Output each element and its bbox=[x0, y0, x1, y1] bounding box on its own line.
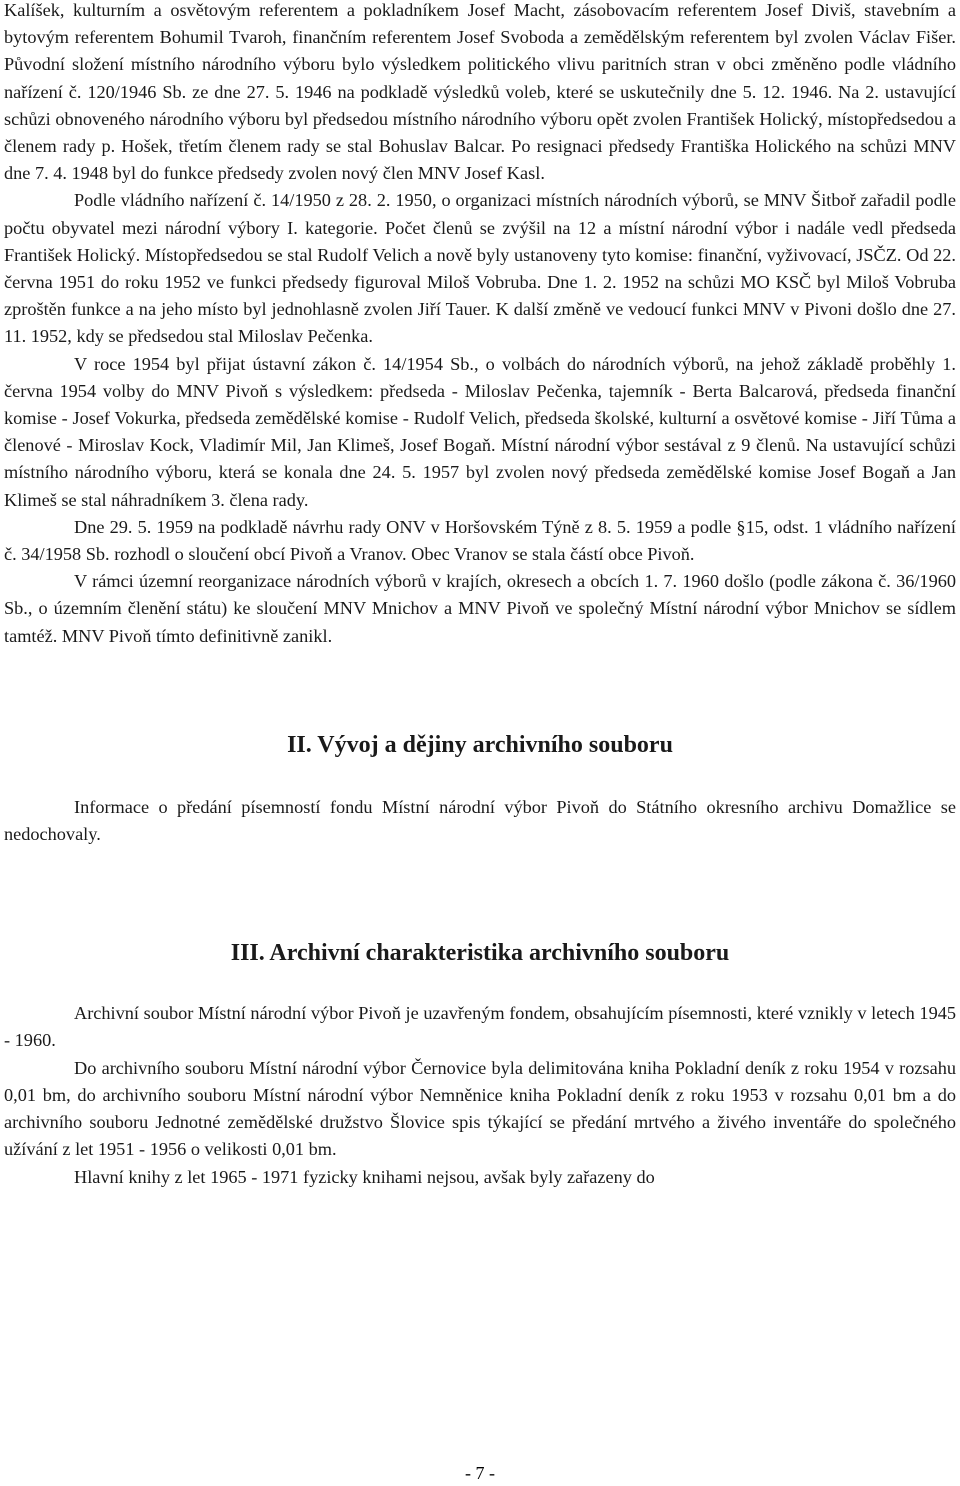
body-paragraph: Dne 29. 5. 1959 na podkladě návrhu rady ONV v Horšovském Týně z 8. 5. 1959 a podle §15, odst. 1 vládního nařízení č. 34/1958 Sb. rozhodl o sloučení obcí Pivoň a Vranov. Obec Vranov se stala částí obce Pivoň. bbox=[4, 516, 956, 565]
body-paragraph: Kalíšek, kulturním a osvětovým referentem a pokladníkem Josef Macht, zásobovacím referentem Josef Diviš, stavebním a bytovým referentem Bohumil Tvaroh, finančním referentem Josef Svoboda a zemědělským referentem byl zvolen Václav Fišer. Původní složení místního národního výboru bylo výsledkem politického vlivu paritních stran v obci změněno podle vládního nařízení č. 120/1946 Sb. ze dne 27. 5. 1946 na podkladě výsledků voleb, které se uskutečnily dne 5. 12. 1946. Na 2. ustavující schůzi obnoveného národního výboru byl předsedou místního národního výboru opět zvolen František Holický, místopředsedou a členem rady p. Hošek, třetím členem rady se stal Bohuslav Balcar. Po resignaci předsedy Františka Holického na schůzi MNV dne 7. 4. 1948 byl do funkce předsedy zvolen nový člen MNV Josef Kasl. bbox=[4, 0, 956, 184]
page-number: - 7 - bbox=[465, 1463, 495, 1483]
body-paragraph: Podle vládního nařízení č. 14/1950 z 28. 2. 1950, o organizaci místních národních výborů, se MNV Šitboř zařadil podle počtu obyvatel mezi národní výbory I. kategorie. Počet členů se zvýšil na 12 a místní národní výbor i nadále vedl předseda František Holický. Místopředsedou se stal Rudolf Velich a nově byly ustanoveny tyto komise: finanční, vyživovací, JSČZ. Od 22. června 1951 do roku 1952 ve funkci předsedy figuroval Miloš Vobruba. Dne 1. 2. 1952 na schůzi MO KSČ byl Miloš Vobruba zproštěn funkce a na jeho místo byl jednohlasně zvolen Jiří Tauer. K další změně ve vedoucí funkci MNV v Pivoni došlo dne 27. 11. 1952, kdy se předsedou stal Miloslav Pečenka. bbox=[4, 190, 956, 347]
body-paragraph: Hlavní knihy z let 1965 - 1971 fyzicky knihami nejsou, avšak byly zařazeny do bbox=[74, 1166, 655, 1187]
body-paragraph: Informace o předání písemností fondu Místní národní výbor Pivoň do Státního okresního archivu Domažlice se nedochovaly. bbox=[4, 796, 956, 845]
section-heading: III. Archivní charakteristika archivního souboru bbox=[230, 940, 730, 967]
body-paragraph: Do archivního souboru Místní národní výbor Černovice byla delimitována kniha Pokladní deník z roku 1954 v rozsahu 0,01 bm, do archivního souboru Místní národní výbor Nemněnice kniha Pokladní deník z roku 1953 v rozsahu 0,01 bm a do archivního souboru Jednotné zemědělské družstvo Šlovice spis týkající se předání mrtvého a živého inventáře do společného užívání z let 1951 - 1956 o velikosti 0,01 bm. bbox=[4, 1057, 956, 1160]
body-paragraph: V rámci územní reorganizace národních výborů v krajích, okresech a obcích 1. 7. 1960 došlo (podle zákona č. 36/1960 Sb., o územním členění státu) ke sloučení MNV Mnichov a MNV Pivoň ve společný Místní národní výbor Mnichov se sídlem tamtéž. MNV Pivoň tímto definitivně zanikl. bbox=[4, 571, 956, 646]
section-heading: II. Vývoj a dějiny archivního souboru bbox=[287, 731, 673, 758]
body-paragraph: Archivní soubor Místní národní výbor Pivoň je uzavřeným fondem, obsahujícím písemnosti, které vznikly v letech 1945 - 1960. bbox=[4, 1003, 956, 1051]
body-paragraph: V roce 1954 byl přijat ústavní zákon č. 14/1954 Sb., o volbách do národních výborů, na jehož základě proběhly 1. června 1954 volby do MNV Pivoň s výsledkem: předseda - Miloslav Pečenka, tajemník - Berta Balcarová, předseda finanční komise - Josef Vokurka, předseda zemědělské komise - Rudolf Velich, předseda školské, kulturní a osvětové komise - Jiří Tůma a členové - Miroslav Kock, Vladimír Mil, Jan Klimeš, Josef Bogaň. Místní národní výbor sestával z 9 členů. Na ustavující schůzi místního národního výboru, která se konala dne 24. 5. 1957 byl zvolen nový předseda zemědělské komise Josef Bogaň a Jan Klimeš se stal náhradníkem 3. člena rady. bbox=[4, 353, 956, 510]
